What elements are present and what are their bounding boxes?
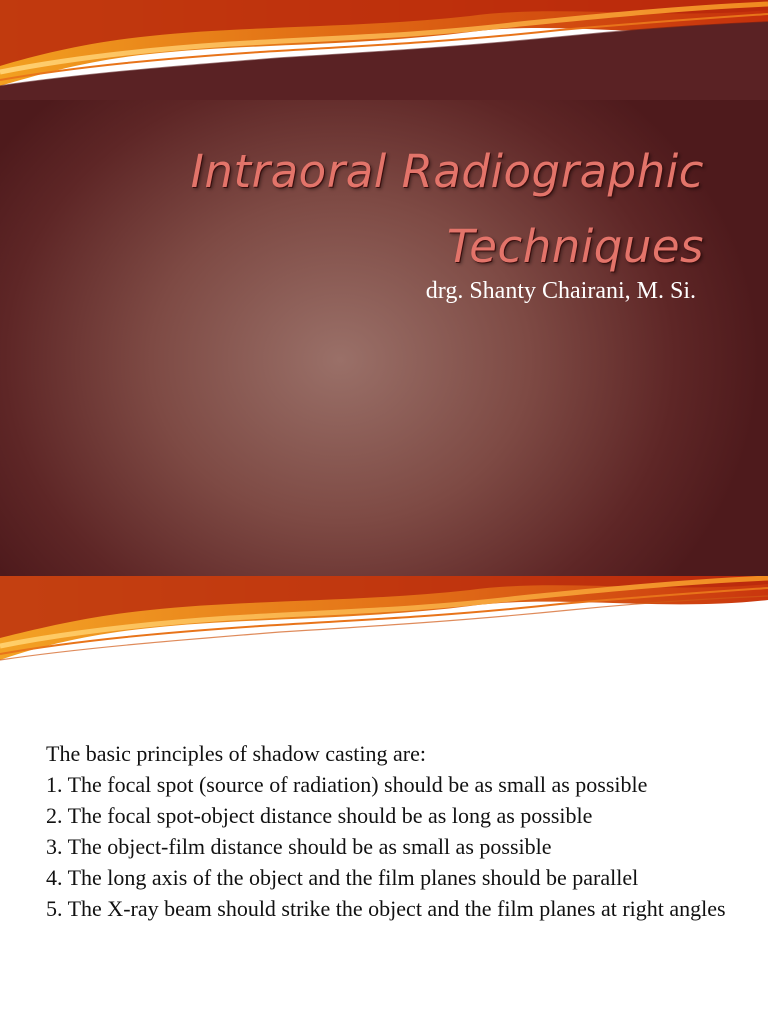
slide-subtitle: drg. Shanty Chairani, M. Si. [425,278,696,304]
slide-title-line1: Intraoral Radiographic [190,145,704,198]
bottom-wave-decoration [0,576,768,676]
slide-body [46,738,746,924]
principles-list [46,769,746,924]
principle-item: 1. The focal spot (source of radiation) should be as small as possible [46,772,648,797]
principles-heading: The basic principles of shadow casting are: [46,741,426,766]
principle-item: 3. The object-film distance should be as small as possible [46,834,552,859]
principle-item: 4. The long axis of the object and the film planes should be parallel [46,865,639,890]
slide-title [191,134,704,284]
principle-item: 5. The X-ray beam should strike the object and the film planes at right angles [46,896,726,921]
top-wave-decoration [0,0,768,100]
principle-item: 2. The focal spot-object distance should be as long as possible [46,803,593,828]
slide-title-line2: Techniques [446,220,704,273]
